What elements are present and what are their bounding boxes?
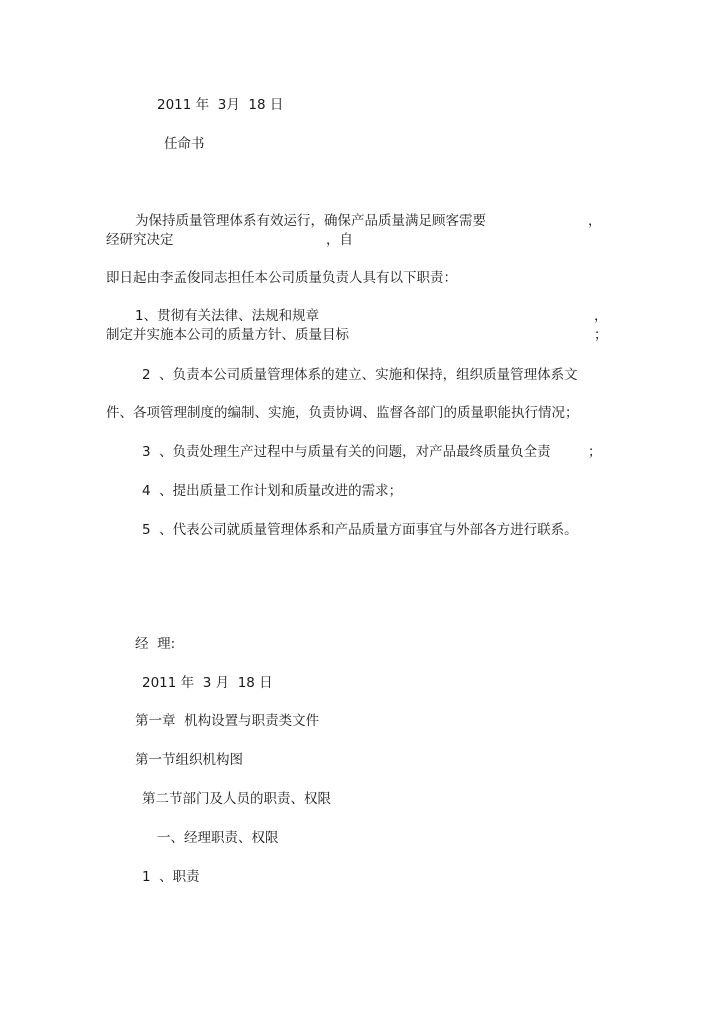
item-1-1-heading: 1 、职责: [142, 869, 200, 885]
duty-4: 4 、提出质量工作计划和质量改进的需求；: [142, 483, 403, 499]
duty-1-line-1: 1、贯彻有关法律、法规和规章: [135, 308, 320, 324]
item-1-heading: 一、经理职责、权限: [157, 830, 279, 846]
duty-5: 5 、代表公司就质量管理体系和产品质量方面事宜与外部各方进行联系。: [142, 522, 578, 538]
intro-line-3: 即日起由李孟俊同志担任本公司质量负责人具有以下职责：: [106, 270, 457, 286]
intro-line-2-tail: ，自: [326, 232, 353, 248]
duty-1-line-2: 制定并实施本公司的质量方针、质量目标: [106, 327, 349, 343]
chapter-1-heading: 第一章 机构设置与职责类文件: [135, 713, 320, 729]
duty-1-line-1-comma: ，: [594, 308, 608, 324]
intro-line-1: 为保持质量管理体系有效运行，确保产品质量满足顾客需要: [135, 213, 486, 229]
duty-3: 3 、负责处理生产过程中与质量有关的问题，对产品最终质量负全责: [142, 444, 551, 460]
section-2-heading: 第二节部门及人员的职责、权限: [142, 791, 331, 807]
duty-2-line-2: 件、各项管理制度的编制、实施，负责协调、监督各部门的质量职能执行情况；: [106, 405, 579, 421]
duty-2-line-1: 2 、负责本公司质量管理体系的建立、实施和保持，组织质量管理体系文: [142, 367, 578, 383]
date-bottom: 2011 年 3 月 18 日: [142, 675, 273, 691]
manager-signature-label: 经 理:: [135, 636, 176, 652]
duty-1-line-2-semicolon: ；: [594, 327, 608, 343]
intro-line-2: 经研究决定: [106, 232, 174, 248]
intro-line-1-comma: ，: [588, 213, 602, 229]
date-top: 2011 年 3月 18 日: [157, 97, 284, 113]
section-1-heading: 第一节组织机构图: [135, 752, 243, 768]
document-title: 任命书: [164, 136, 205, 152]
duty-3-semicolon: ；: [588, 444, 602, 460]
